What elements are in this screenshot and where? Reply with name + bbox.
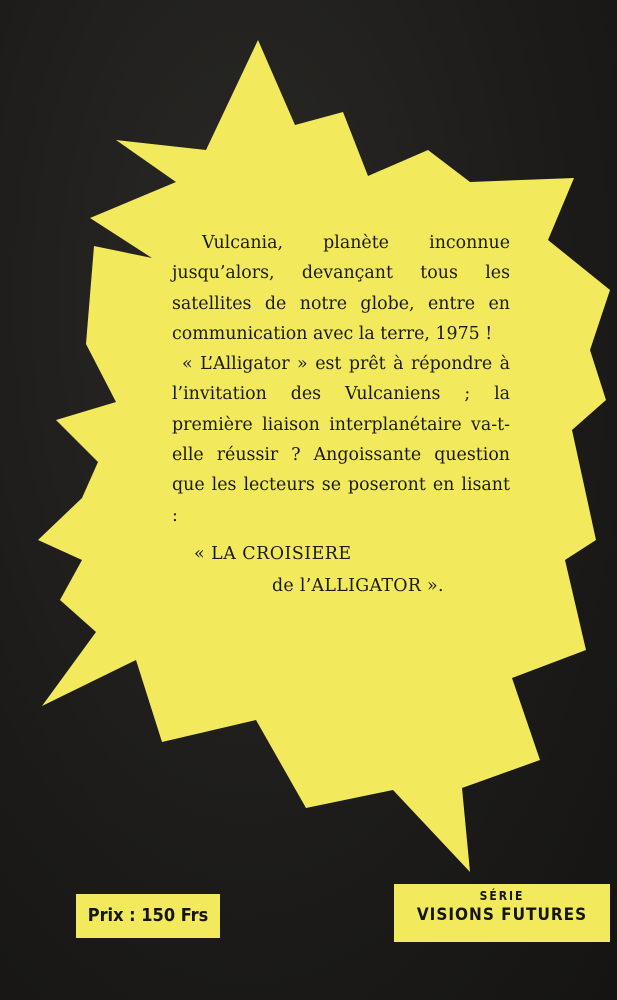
back-cover-blurb [172, 228, 510, 602]
price-label: Prix : 150 Frs [87, 905, 209, 926]
blurb-paragraph-2: « L’Alligator » est prêt à répondre à l’invitation des Vulcaniens ; la première liaison interplanétaire va-t-elle réussir ? Angoissante question que les lecteurs se poseront en lisant : [172, 354, 510, 526]
series-label: SÉRIE [479, 889, 525, 903]
series-name: VISIONS FUTURES [416, 905, 588, 925]
book-title-line-1: « LA CROISIERE [194, 543, 352, 564]
price-tag [76, 894, 220, 938]
book-title-line-2: de l’ALLIGATOR ». [272, 576, 444, 597]
blurb-paragraph-1: Vulcania, planète inconnue jusqu’alors, devançant tous les satellites de notre globe, entre en communication avec la terre, 1975 ! [172, 233, 510, 344]
series-tag [394, 884, 610, 942]
